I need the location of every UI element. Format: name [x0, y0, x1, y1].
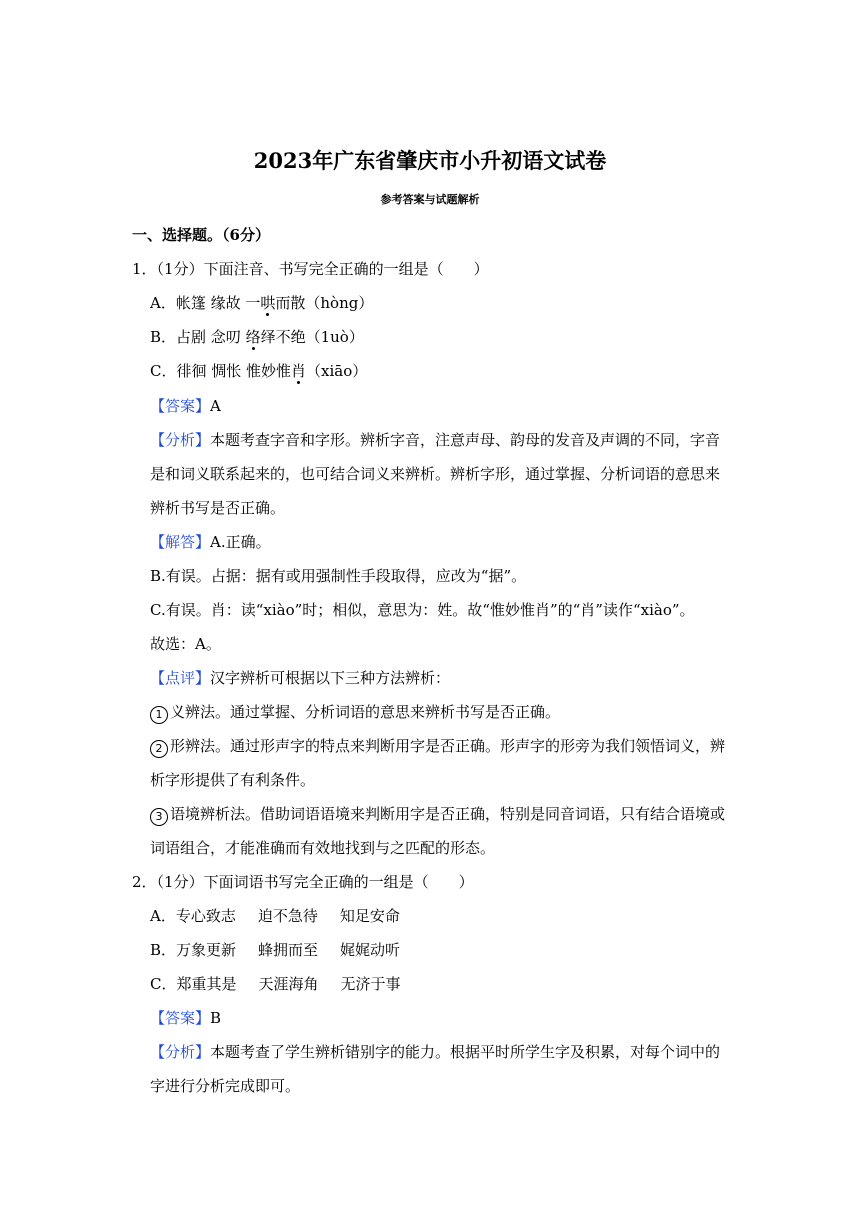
question-1-option-c: [150, 361, 367, 381]
method-3-cont: 词语组合，才能准确而有效地找到与之匹配的形态。: [150, 839, 496, 857]
answer-value: A: [210, 397, 221, 415]
question-1-stem: 1．（1分）下面注音、书写完全正确的一组是（ ）: [132, 260, 489, 278]
dotted-char: 络: [245, 328, 261, 346]
question-1-comment-line: [150, 668, 450, 688]
dotted-char: 肖: [291, 362, 307, 380]
comment-text: 汉字辨析可根据以下三种方法辨析：: [210, 669, 451, 687]
dotted-char: 哄: [260, 294, 276, 312]
option-word: 蜂拥而至: [258, 941, 319, 959]
option-text: 绎不绝（1uò）: [260, 328, 364, 346]
question-1-analysis-line: [150, 430, 720, 450]
question-2-analysis-line: 字进行分析完成即可。: [150, 1077, 301, 1095]
method-1: [150, 702, 560, 724]
page-subtitle: 参考答案与试题解析: [380, 193, 480, 206]
option-word: C．郑重其是: [150, 975, 237, 993]
method-text: 语境辨析法。借助词语语境来判断用字是否正确，特别是同音词语，只有结合语境或: [170, 805, 726, 823]
option-word: 迫不急待: [257, 907, 318, 925]
answer-tag: 【答案】: [150, 397, 211, 415]
question-1-option-a: [150, 293, 373, 313]
method-3: [150, 804, 725, 826]
option-text: （xiāo）: [306, 362, 368, 380]
question-1-analysis-line: 辨析书写是否正确。: [150, 499, 286, 517]
option-word: 天涯海角: [258, 975, 319, 993]
question-1-solution-line: [150, 532, 271, 552]
question-1-solution-line: C.有误。肖：读“xiào”时；相似，意思为：姓。故“惟妙惟肖”的“肖”读作“xiào”。: [150, 601, 695, 619]
comment-tag: 【点评】: [150, 669, 211, 687]
analysis-text: 本题考查了学生辨析错别字的能力。根据平时所学生字及积累，对每个词中的: [210, 1043, 721, 1061]
option-word: B．万象更新: [150, 941, 237, 959]
solution-text: A.正确。: [210, 533, 271, 551]
question-2-option-a: [150, 906, 400, 926]
question-2-answer: [150, 1008, 221, 1028]
option-text: 而散（hòng）: [275, 294, 374, 312]
option-word: A．专心致志: [150, 907, 236, 925]
question-1-analysis-line: 是和词义联系起来的，也可结合词义来辨析。辨析字形，通过掌握、分析词语的意思来: [150, 465, 721, 483]
method-text: 义辨法。通过掌握、分析词语的意思来辨析书写是否正确。: [170, 703, 561, 721]
page-title: 2023年广东省肇庆市小升初语文试卷: [253, 148, 607, 173]
question-1-option-b: [150, 327, 364, 347]
option-text: B．占剧 念叨: [150, 328, 246, 346]
option-text: C．徘徊 惆怅 惟妙惟: [150, 362, 292, 380]
circled-number: 2: [150, 740, 168, 758]
answer-value: B: [210, 1009, 222, 1027]
question-2-option-c: [150, 974, 401, 994]
question-1-answer: [150, 396, 221, 416]
analysis-tag: 【分析】: [150, 1043, 211, 1061]
option-word: 知足安命: [339, 907, 400, 925]
question-2-stem: 2．（1分）下面词语书写完全正确的一组是（ ）: [132, 873, 474, 891]
circled-number: 3: [150, 808, 168, 826]
method-2-cont: 析字形提供了有利条件。: [150, 771, 316, 789]
option-text: A．帐篷 缘故 一: [150, 294, 261, 312]
option-word: 无济于事: [340, 975, 401, 993]
method-2: [150, 736, 725, 758]
question-1-solution-line: B.有误。占据：据有或用强制性手段取得，应改为“据”。: [150, 567, 527, 585]
question-2-option-b: [150, 940, 400, 960]
circled-number: 1: [150, 706, 168, 724]
option-word: 娓娓动听: [340, 941, 401, 959]
question-2-analysis-line: [150, 1042, 720, 1062]
answer-tag: 【答案】: [150, 1009, 211, 1027]
method-text: 形辨法。通过形声字的特点来判断用字是否正确。形声字的形旁为我们领悟词义，辨: [170, 737, 726, 755]
analysis-text: 本题考查字音和字形。辨析字音，注意声母、韵母的发音及声调的不同，字音: [210, 431, 721, 449]
question-1-solution-line: 故选：A。: [150, 635, 221, 653]
section-heading: 一、选择题。（6分）: [132, 226, 270, 244]
analysis-tag: 【分析】: [150, 431, 211, 449]
solution-tag: 【解答】: [150, 533, 211, 551]
